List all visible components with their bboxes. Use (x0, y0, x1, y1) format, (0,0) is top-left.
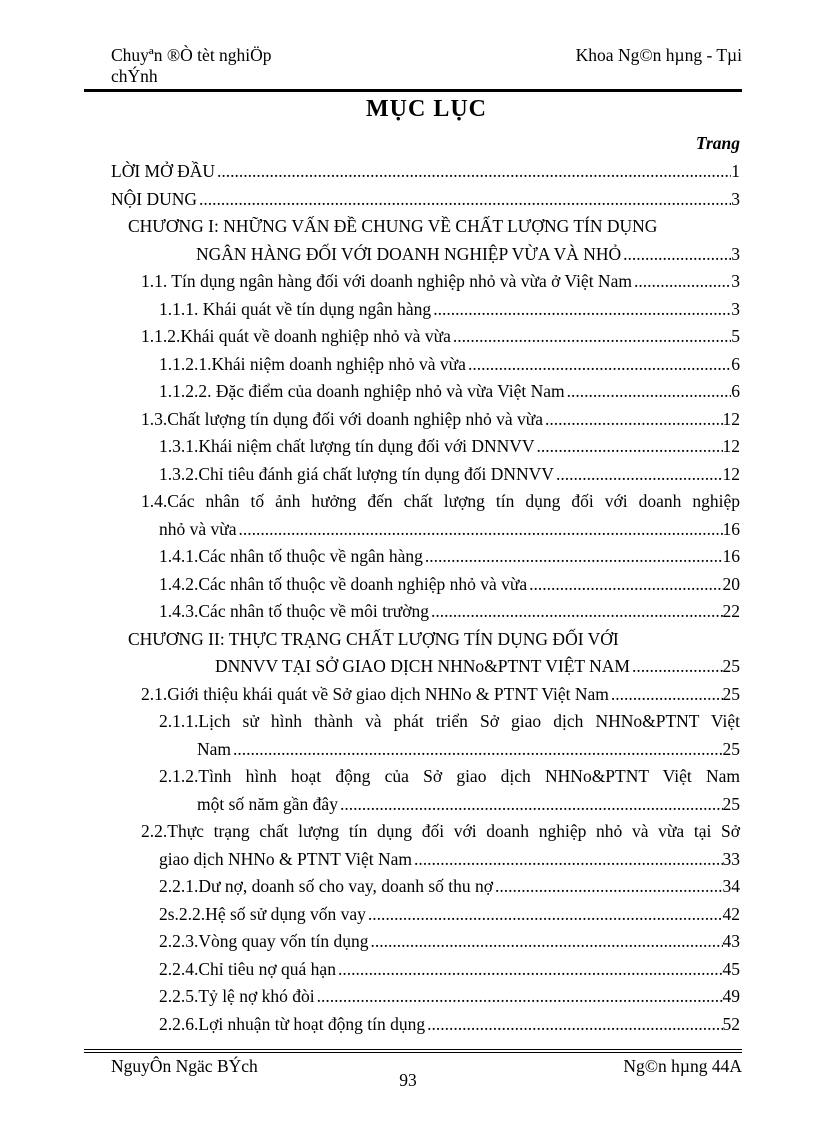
toc-entry-text: 1.4.Các nhân tố ảnh hưởng đến chất lượng tín dụng đối với doanh nghiệp (141, 491, 740, 511)
toc-row[interactable] (111, 571, 740, 599)
toc-entry-text: 1.3.1.Khái niệm chất lượng tín dụng đối với DNNVV (159, 436, 535, 456)
toc-page-number: 22 (722, 601, 740, 621)
toc-row[interactable] (111, 626, 740, 654)
toc-page-number: 12 (722, 463, 740, 484)
dot-leader (317, 983, 723, 1011)
toc-page-number: 25 (722, 656, 740, 676)
toc-row[interactable] (111, 736, 740, 764)
toc-row[interactable] (111, 488, 740, 516)
toc-row[interactable] (111, 543, 740, 571)
toc-entry-text: 1.1.2.1.Khái niệm doanh nghiệp nhỏ và vừa (159, 353, 466, 374)
toc-row[interactable] (111, 406, 740, 434)
toc-page-number: 25 (722, 738, 740, 759)
toc-row[interactable] (111, 351, 740, 379)
toc-page-number: 25 (722, 793, 740, 814)
toc-entry-text: LỜI MỞ ĐẦU (111, 161, 216, 181)
toc-page-number: 49 (722, 986, 740, 1006)
dot-leader (634, 268, 731, 296)
toc-entry-text: 2s.2.2.Hệ số sử dụng vốn vay (159, 903, 366, 924)
page-column-label: Trang (695, 133, 740, 153)
toc-row[interactable] (111, 433, 740, 461)
dot-leader (453, 323, 731, 351)
toc-entry-text: 2.1.Giới thiệu khái quát về Sở giao dịch NHNo & PTNT Việt Nam (141, 683, 609, 704)
toc-row[interactable] (111, 378, 740, 406)
toc-entry-text: 1.1.2.Khái quát về doanh nghiệp nhỏ và vừa (141, 326, 451, 346)
toc-page-number: 3 (731, 271, 740, 291)
toc-page-number: 12 (722, 436, 740, 456)
toc-row[interactable] (111, 901, 740, 929)
toc-entry-text: một số năm gần đây (197, 793, 338, 814)
toc-row[interactable] (111, 158, 740, 186)
dot-leader (425, 543, 723, 571)
toc-page-number: 45 (722, 958, 740, 979)
toc-row[interactable] (111, 598, 740, 626)
toc-row[interactable] (111, 818, 740, 846)
dot-leader (233, 736, 722, 764)
footer-divider (84, 1049, 742, 1053)
dot-leader (567, 378, 732, 406)
toc-entry-text: nhỏ và vừa (159, 518, 237, 539)
toc-row[interactable] (111, 928, 740, 956)
dot-leader (371, 928, 723, 956)
toc-entry-text: 1.1. Tín dụng ngân hàng đối với doanh nghiệp nhỏ và vừa ở Việt Nam (141, 271, 632, 291)
toc-page-number: 5 (731, 326, 740, 346)
toc-page-number: 3 (731, 298, 740, 319)
dot-leader (431, 598, 722, 626)
toc-entry-text: CHƯƠNG II: THỰC TRẠNG CHẤT LƯỢNG TÍN DỤNG ĐỐI VỚI (128, 628, 619, 649)
toc-entry-text: 2.1.1.Lịch sử hình thành và phát triển Sở giao dịch NHNo&PTNT Việt (159, 711, 740, 731)
toc-row[interactable] (111, 791, 740, 819)
toc-entry-text: CHƯƠNG I: NHỮNG VẤN ĐỀ CHUNG VỀ CHẤT LƯỢNG TÍN DỤNG (128, 216, 658, 236)
dot-leader (495, 873, 722, 901)
dot-leader (239, 516, 723, 544)
dot-leader (433, 296, 731, 324)
toc-entry-text: NGÂN HÀNG ĐỐI VỚI DOANH NGHIỆP VỪA VÀ NHỎ (196, 243, 622, 264)
dot-leader (623, 241, 731, 269)
toc-entry-text: 2.2.Thực trạng chất lượng tín dụng đối với doanh nghiệp nhỏ và vừa tại Sở (141, 821, 740, 841)
toc-entry-text: 2.2.1.Dư nợ, doanh số cho vay, doanh số thu nợ (159, 876, 494, 896)
toc-entry-text: giao dịch NHNo & PTNT Việt Nam (159, 848, 412, 869)
toc-row[interactable] (111, 323, 740, 351)
toc-page-number: 43 (722, 931, 740, 951)
dot-leader (632, 653, 723, 681)
toc-row[interactable] (111, 296, 740, 324)
toc-row[interactable] (111, 653, 740, 681)
page-number: 93 (399, 1070, 417, 1090)
dot-leader (217, 158, 731, 186)
toc-row[interactable] (111, 708, 740, 736)
toc-entry-text: 1.1.2.2. Đặc điểm của doanh nghiệp nhỏ và vừa Việt Nam (159, 381, 565, 401)
toc-page-number: 16 (722, 546, 740, 566)
dot-leader (611, 681, 723, 709)
toc-row[interactable] (111, 461, 740, 489)
header-left (111, 45, 272, 87)
toc-row[interactable] (111, 873, 740, 901)
toc-row[interactable] (111, 268, 740, 296)
toc-page-number: 52 (722, 1013, 740, 1034)
dot-leader (545, 406, 722, 434)
toc-page-number: 6 (731, 381, 740, 401)
dot-leader (414, 846, 723, 874)
toc-row[interactable] (111, 213, 740, 241)
dot-leader (468, 351, 731, 379)
footer-author: NguyÔn Ngäc BÝch (111, 1056, 258, 1076)
toc-page-number: 6 (731, 353, 740, 374)
toc-entry-text: NỘI DUNG (111, 188, 198, 209)
header-divider (84, 89, 742, 92)
toc-row[interactable] (111, 681, 740, 709)
document-title: MỤC LỤC (366, 96, 487, 122)
toc-entry-text: 1.1.1. Khái quát về tín dụng ngân hàng (159, 298, 432, 319)
dot-leader (199, 186, 731, 214)
toc-entry-text: 2.2.6.Lợi nhuận từ hoạt động tín dụng (159, 1013, 426, 1034)
toc-page-number: 12 (722, 408, 740, 429)
header-right: Khoa Ng©n hµng - Tµi (575, 45, 742, 65)
toc-page-number: 1 (731, 161, 740, 181)
table-of-contents (111, 158, 740, 1038)
toc-entry-text: Nam (197, 738, 232, 759)
toc-row[interactable] (111, 1011, 740, 1039)
toc-row[interactable] (111, 516, 740, 544)
toc-entry-text: 1.4.1.Các nhân tố thuộc về ngân hàng (159, 546, 423, 566)
toc-entry-text: 1.4.2.Các nhân tố thuộc về doanh nghiệp nhỏ và vừa (159, 573, 528, 594)
toc-entry-text: 2.1.2.Tình hình hoạt động của Sở giao dịch NHNo&PTNT Việt Nam (159, 766, 740, 786)
toc-row[interactable] (111, 846, 740, 874)
dot-leader (340, 791, 723, 819)
toc-page-number: 42 (722, 903, 740, 924)
header-left-line1: Chuyªn ®Ò tèt nghiÖp (111, 45, 272, 65)
toc-page-number: 33 (722, 848, 740, 869)
toc-row[interactable] (111, 186, 740, 214)
dot-leader (368, 901, 723, 929)
toc-page-number: 3 (731, 243, 740, 264)
toc-page-number: 34 (722, 876, 740, 896)
toc-page-number: 20 (722, 573, 740, 594)
header-left-line2: chÝnh (111, 66, 158, 86)
toc-entry-text: 2.2.4.Chỉ tiêu nợ quá hạn (159, 958, 336, 979)
dot-leader (427, 1011, 722, 1039)
toc-page-number: 3 (731, 188, 740, 209)
dot-leader (338, 956, 723, 984)
toc-entry-text: 1.3.Chất lượng tín dụng đối với doanh nghiệp nhỏ và vừa (141, 408, 544, 429)
toc-row[interactable] (111, 956, 740, 984)
toc-row[interactable] (111, 763, 740, 791)
toc-entry-text: 2.2.3.Vòng quay vốn tín dụng (159, 931, 369, 951)
toc-entry-text: 1.3.2.Chỉ tiêu đánh giá chất lượng tín dụng đối DNNVV (159, 463, 554, 484)
dot-leader (556, 461, 723, 489)
toc-entry-text: 2.2.5.Tỷ lệ nợ khó đòi (159, 986, 315, 1006)
footer-class: Ng©n hµng 44A (623, 1056, 742, 1076)
toc-row[interactable] (111, 241, 740, 269)
page-header (111, 45, 742, 87)
toc-entry-text: DNNVV TẠI SỞ GIAO DỊCH NHNo&PTNT VIỆT NAM (215, 656, 630, 676)
toc-page-number: 25 (722, 683, 740, 704)
toc-row[interactable] (111, 983, 740, 1011)
dot-leader (537, 433, 723, 461)
dot-leader (529, 571, 722, 599)
toc-page-number: 16 (722, 518, 740, 539)
toc-entry-text: 1.4.3.Các nhân tố thuộc về môi trường (159, 601, 430, 621)
